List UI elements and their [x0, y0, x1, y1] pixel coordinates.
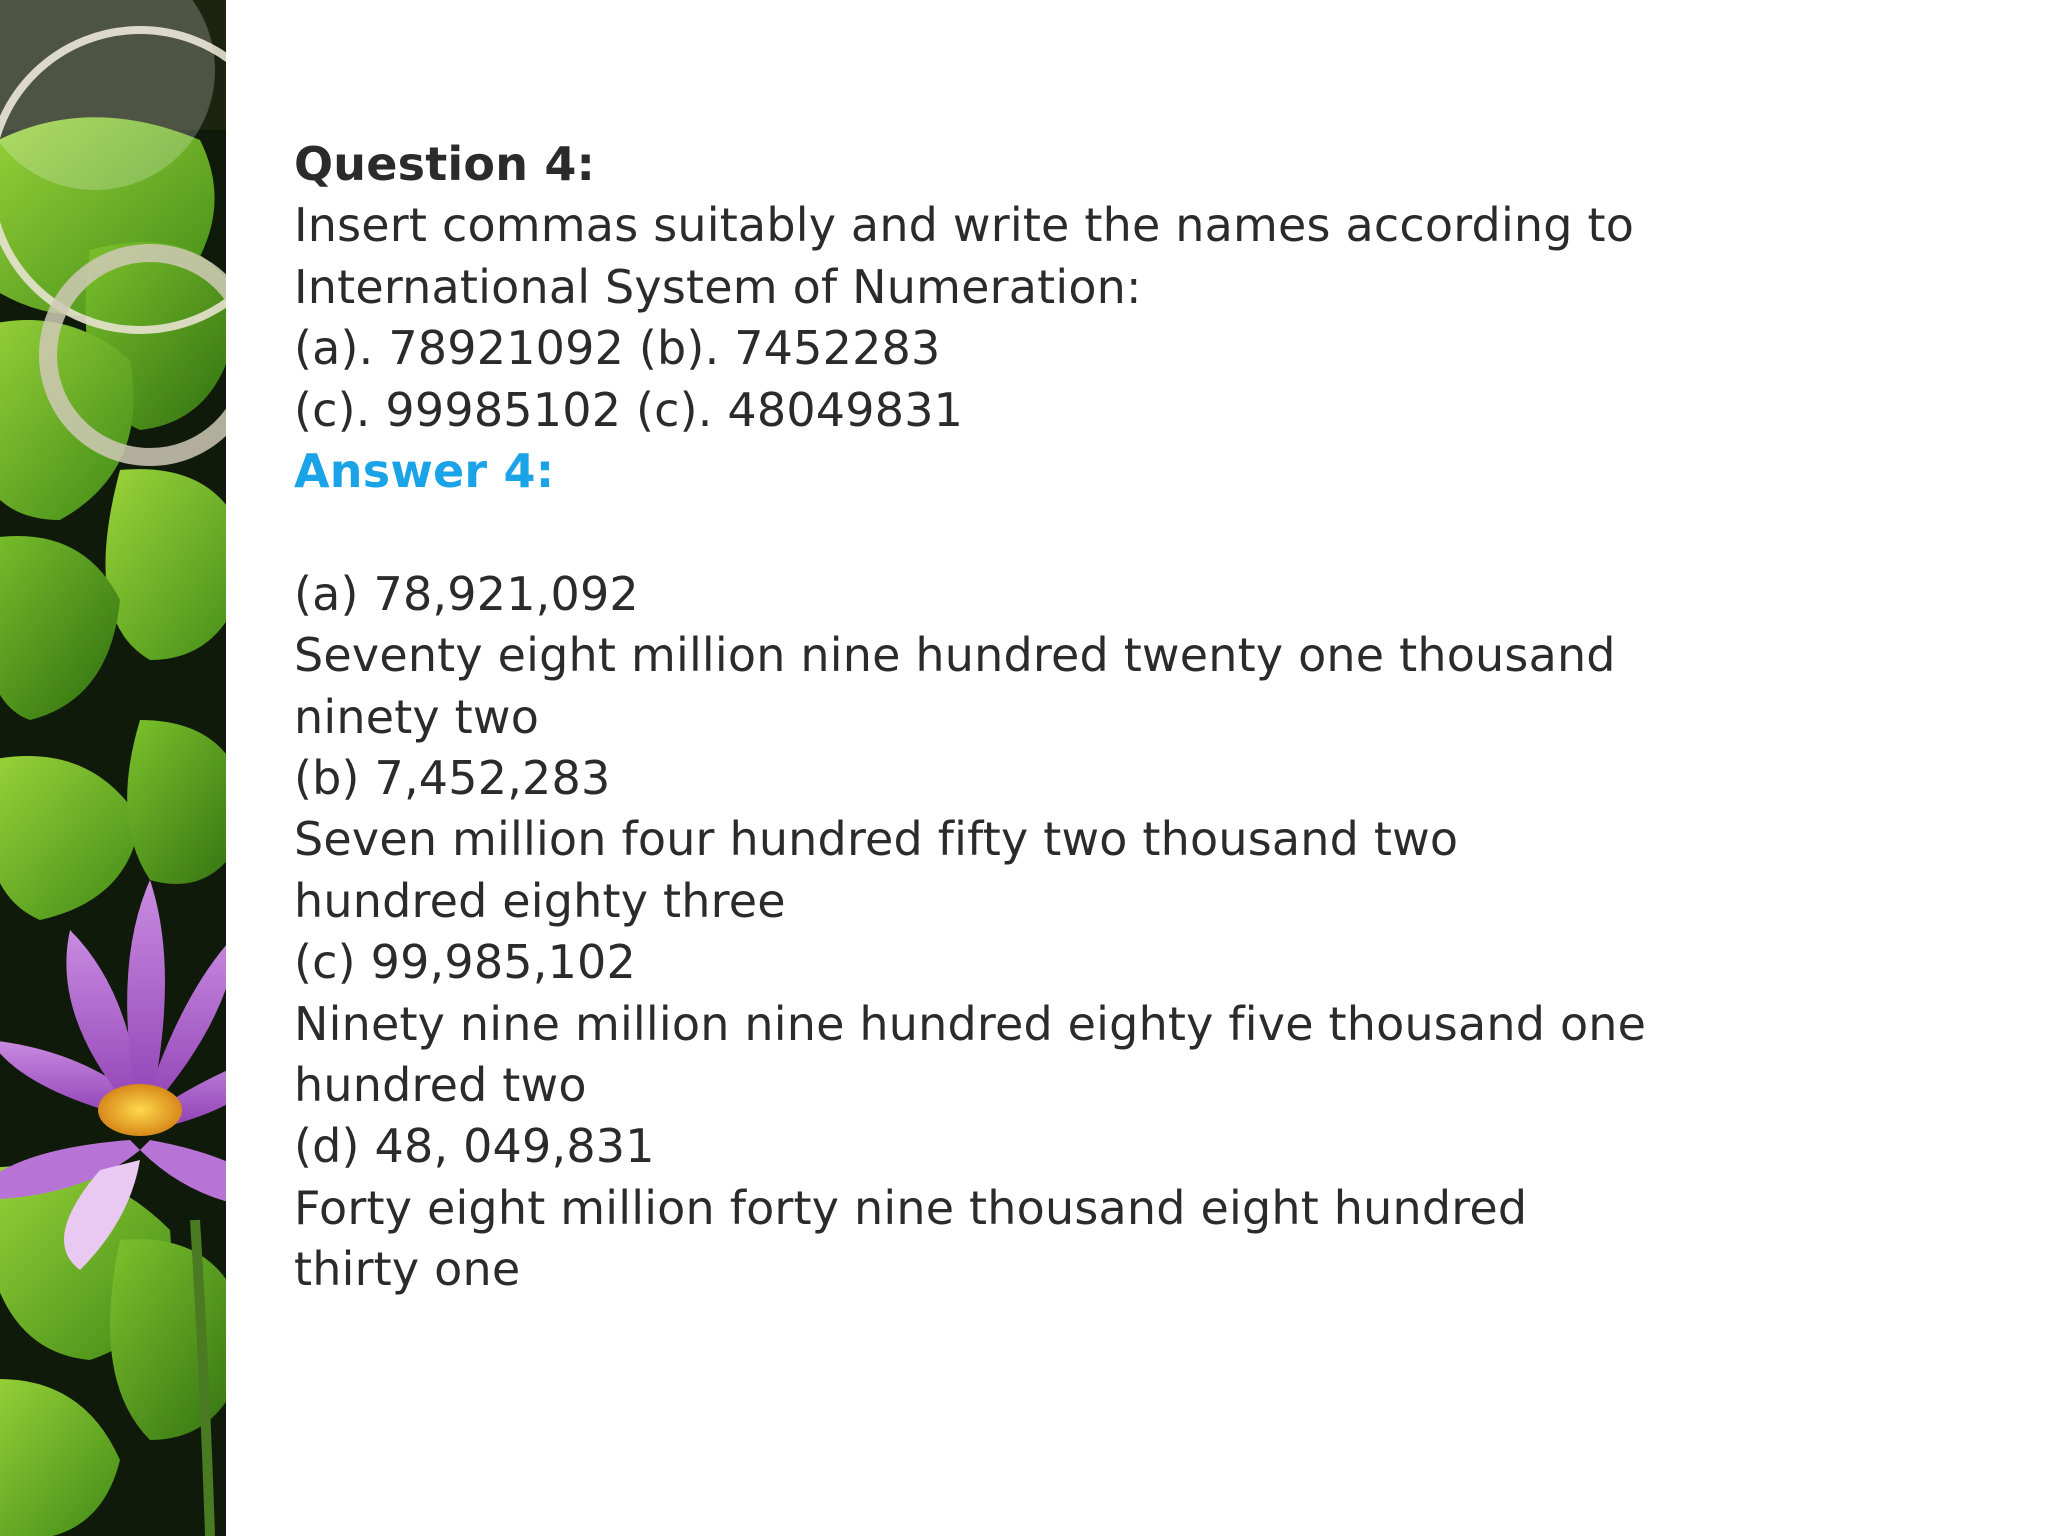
question-line: (c). 99985102 (c). 48049831	[294, 382, 964, 437]
lotus-photo-side-panel	[0, 0, 226, 1536]
answer-name-line: hundred two	[294, 1058, 587, 1113]
answer-name-line: Seventy eight million nine hundred twenty one thousand	[294, 628, 1616, 683]
question-heading: Question 4:	[294, 137, 596, 191]
answer-number: (a) 78,921,092	[294, 566, 639, 621]
question-line: International System of Numeration:	[294, 259, 1142, 314]
answer-heading: Answer 4:	[294, 444, 555, 499]
slide-body	[294, 134, 1994, 1301]
answer-number: (d) 48, 049,831	[294, 1119, 655, 1174]
answer-number: (c) 99,985,102	[294, 935, 636, 990]
answer-name-line: hundred eighty three	[294, 873, 786, 928]
answer-name-line: thirty one	[294, 1242, 521, 1297]
answer-name-line: ninety two	[294, 689, 540, 744]
answer-name-line: Ninety nine million nine hundred eighty five thousand one	[294, 996, 1647, 1051]
answer-name-line: Seven million four hundred fifty two thousand two	[294, 812, 1459, 867]
answer-name-line: Forty eight million forty nine thousand eight hundred	[294, 1180, 1528, 1235]
answer-number: (b) 7,452,283	[294, 751, 611, 806]
blank-line	[294, 502, 1994, 563]
question-line: Insert commas suitably and write the names according to	[294, 198, 1635, 253]
question-line: (a). 78921092 (b). 7452283	[294, 321, 941, 376]
lotus-pond-image	[0, 0, 226, 1536]
